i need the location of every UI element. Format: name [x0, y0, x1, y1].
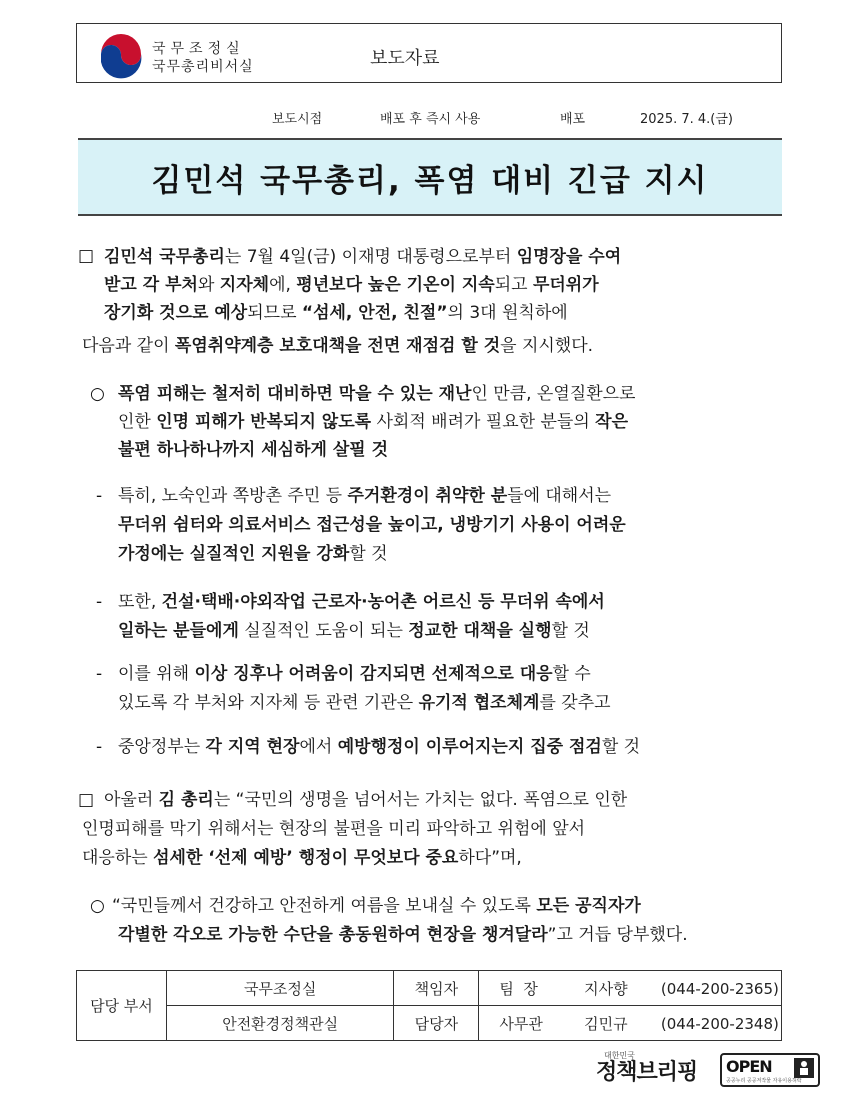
- section-bullet: □: [78, 790, 95, 810]
- bold-text: 김민석 국무총리: [104, 247, 225, 267]
- text-line: [118, 439, 388, 461]
- body-text: 들에 대해서는: [507, 486, 612, 506]
- text-line: [104, 246, 621, 268]
- text-line: [118, 736, 640, 758]
- body-text: 이를 위해: [118, 664, 195, 684]
- open-sublabel: 공공누리 공공저작물 자유이용허락: [726, 1078, 802, 1084]
- contact-cell: [479, 971, 782, 1006]
- body-text: 사회적 배려가 필요한 분들의: [371, 412, 596, 432]
- body-text: 또한,: [118, 592, 162, 612]
- text-line: [104, 789, 627, 811]
- body-text: 에,: [269, 275, 297, 295]
- sub-bullet: ○: [90, 384, 105, 404]
- text-line: [118, 383, 635, 405]
- body-text: 중앙정부는: [118, 737, 206, 757]
- bold-text: 일하는 분들에게: [118, 621, 239, 641]
- body-text: 특히, 노숙인과 쪽방촌 주민 등: [118, 486, 348, 506]
- text-line: [118, 543, 388, 565]
- bold-text: 평년보다 높은 기온이 지속: [296, 275, 495, 295]
- body-text: 인명피해를 막기 위해서는 현장의 불편을 미리 파악하고 위험에 앞서: [82, 819, 586, 839]
- body-text: “국민들께서 건강하고 안전하게 여름을 보내실 수 있도록: [112, 896, 537, 916]
- bold-text: 섬세한 ‘선제 예방’ 행정이 무엇보다 중요: [153, 848, 459, 868]
- bold-text: 무더위 쉼터와 의료서비스 접근성을 높이고, 냉방기기 사용이 어려운: [118, 515, 626, 535]
- text-line: [82, 818, 585, 840]
- bold-text: 작은: [595, 412, 629, 432]
- text-line: [112, 895, 641, 917]
- phone-number: (044-200-2365): [660, 979, 779, 998]
- distribution-date: 2025. 7. 4.(금): [640, 112, 733, 127]
- document-type: 보도자료: [370, 48, 440, 69]
- body-text: 에서: [299, 737, 338, 757]
- body-text: 를 갖추고: [539, 693, 611, 713]
- text-line: [118, 411, 628, 433]
- bold-text: 각별한 각오로 가능한 수단을 총동원하여 현장을 챙겨달라: [118, 925, 548, 945]
- text-line: [118, 692, 611, 714]
- body-text: 할 것: [551, 621, 590, 641]
- bold-text: 정교한 대책을 실행: [408, 621, 552, 641]
- section-bullet: □: [78, 246, 95, 266]
- bold-text: 모든 공직자가: [536, 896, 641, 916]
- body-text: 실질적인 도움이 되는: [238, 621, 409, 641]
- dept-cell: 안전환경정책관실: [166, 1006, 394, 1041]
- text-line: [118, 514, 626, 536]
- body-text: 는 7월 4일(금) 이재명 대통령으로부터: [224, 247, 517, 267]
- government-emblem-icon: [97, 34, 145, 82]
- bold-text: 폭염취약계층 보호대책을 전면 재점검 할 것: [174, 336, 501, 356]
- body-text: 하다”며,: [458, 848, 522, 868]
- body-text: 되고: [494, 275, 533, 295]
- body-text: 아울러: [104, 790, 159, 810]
- bold-text: 받고 각 부처: [104, 275, 198, 295]
- bold-text: 폭염 피해는 철저히 대비하면 막을 수 있는 재난: [118, 384, 472, 404]
- dash-bullet: -: [96, 592, 103, 612]
- bold-text: 가정에는 실질적인 지원을 강화: [118, 544, 350, 564]
- bold-text: 건설·택배·야외작업 근로자·농어촌 어르신 등 무더위 속에서: [161, 592, 605, 612]
- bold-text: 김 총리: [158, 790, 214, 810]
- text-line: [118, 620, 590, 642]
- logo-main-text: 정책브리핑: [596, 1060, 698, 1085]
- text-line: [104, 302, 568, 324]
- distribution-label: 배포: [560, 112, 586, 127]
- bold-text: 지자체: [219, 275, 270, 295]
- dash-bullet: -: [96, 486, 103, 506]
- body-text: 다음과 같이: [82, 336, 175, 356]
- bold-text: 장기화 것으로 예상: [104, 303, 248, 323]
- bold-text: 임명장을 수여: [516, 247, 622, 267]
- title-banner: [78, 138, 782, 216]
- policy-briefing-logo: [596, 1050, 697, 1085]
- body-text: 와: [197, 275, 220, 295]
- body-text: 는 “국민의 생명을 넘어서는 가치는 없다. 폭염으로 인한: [213, 790, 628, 810]
- dash-bullet: -: [96, 664, 103, 684]
- body-text: ”고 거듭 당부했다.: [547, 925, 688, 945]
- body-text: 인 만큼, 온열질환으로: [471, 384, 636, 404]
- body-text: 할 수: [552, 664, 591, 684]
- page-title: 김민석 국무총리, 폭염 대비 긴급 지시: [151, 162, 709, 199]
- role-cell: 담당자: [394, 1006, 479, 1041]
- release-time-value: 배포 후 즉시 사용: [380, 112, 481, 127]
- body-text: 할 것: [601, 737, 641, 757]
- body-text: 인한: [118, 412, 157, 432]
- table-row: [77, 971, 782, 1006]
- bold-text: 주거환경이 취약한 분: [347, 486, 508, 506]
- org-name-line1: 국무조정실: [152, 41, 245, 57]
- dept-cell: 국무조정실: [166, 971, 394, 1006]
- bold-text: 예방행정이 이루어지는지 집중 점검: [337, 737, 602, 757]
- dash-bullet: -: [96, 737, 103, 757]
- position: 사무관: [499, 1014, 543, 1033]
- dept-label-cell: 담당 부서: [77, 971, 167, 1041]
- text-line: [118, 924, 688, 946]
- position: 팀 장: [499, 979, 538, 998]
- body-text: 의 3대 원칙하에: [447, 303, 568, 323]
- body-text: 되므로: [247, 303, 302, 323]
- body-text: 을 지시했다.: [500, 336, 594, 356]
- phone-number: (044-200-2348): [660, 1014, 779, 1033]
- bold-text: 불편 하나하나까지 세심하게 살필 것: [118, 440, 389, 460]
- org-name-line2: 국무총리비서실: [152, 59, 254, 75]
- open-label: OPEN: [726, 1057, 772, 1076]
- body-text: 할 것: [349, 544, 388, 564]
- contact-cell: [479, 1006, 782, 1041]
- logo-small-text: 대한민국: [604, 1051, 635, 1060]
- person-name: 김민규: [584, 1014, 628, 1033]
- bold-text: 유기적 협조체계: [418, 693, 540, 713]
- text-line: [118, 591, 605, 613]
- kogl-open-logo: [720, 1053, 820, 1087]
- bold-text: 인명 피해가 반복되지 않도록: [156, 412, 372, 432]
- body-text: 있도록 각 부처와 지자체 등 관련 기관은: [118, 693, 419, 713]
- text-line: [118, 485, 611, 507]
- bold-text: 무더위가: [532, 275, 599, 295]
- text-line: [82, 847, 522, 869]
- sub-bullet: ○: [90, 896, 105, 916]
- bold-text: “섬세, 안전, 친절”: [301, 303, 448, 323]
- contact-table: [76, 970, 782, 1041]
- role-cell: 책임자: [394, 971, 479, 1006]
- bold-text: 각 지역 현장: [205, 737, 300, 757]
- bold-text: 이상 징후나 어려움이 감지되면 선제적으로 대응: [194, 664, 553, 684]
- text-line: [104, 274, 599, 296]
- person-icon: [794, 1058, 814, 1078]
- text-line: [118, 663, 591, 685]
- person-name: 지사향: [584, 979, 628, 998]
- text-line: [82, 335, 593, 357]
- body-text: 대응하는: [82, 848, 154, 868]
- release-time-label: 보도시점: [272, 112, 323, 127]
- table-row: [77, 1006, 782, 1041]
